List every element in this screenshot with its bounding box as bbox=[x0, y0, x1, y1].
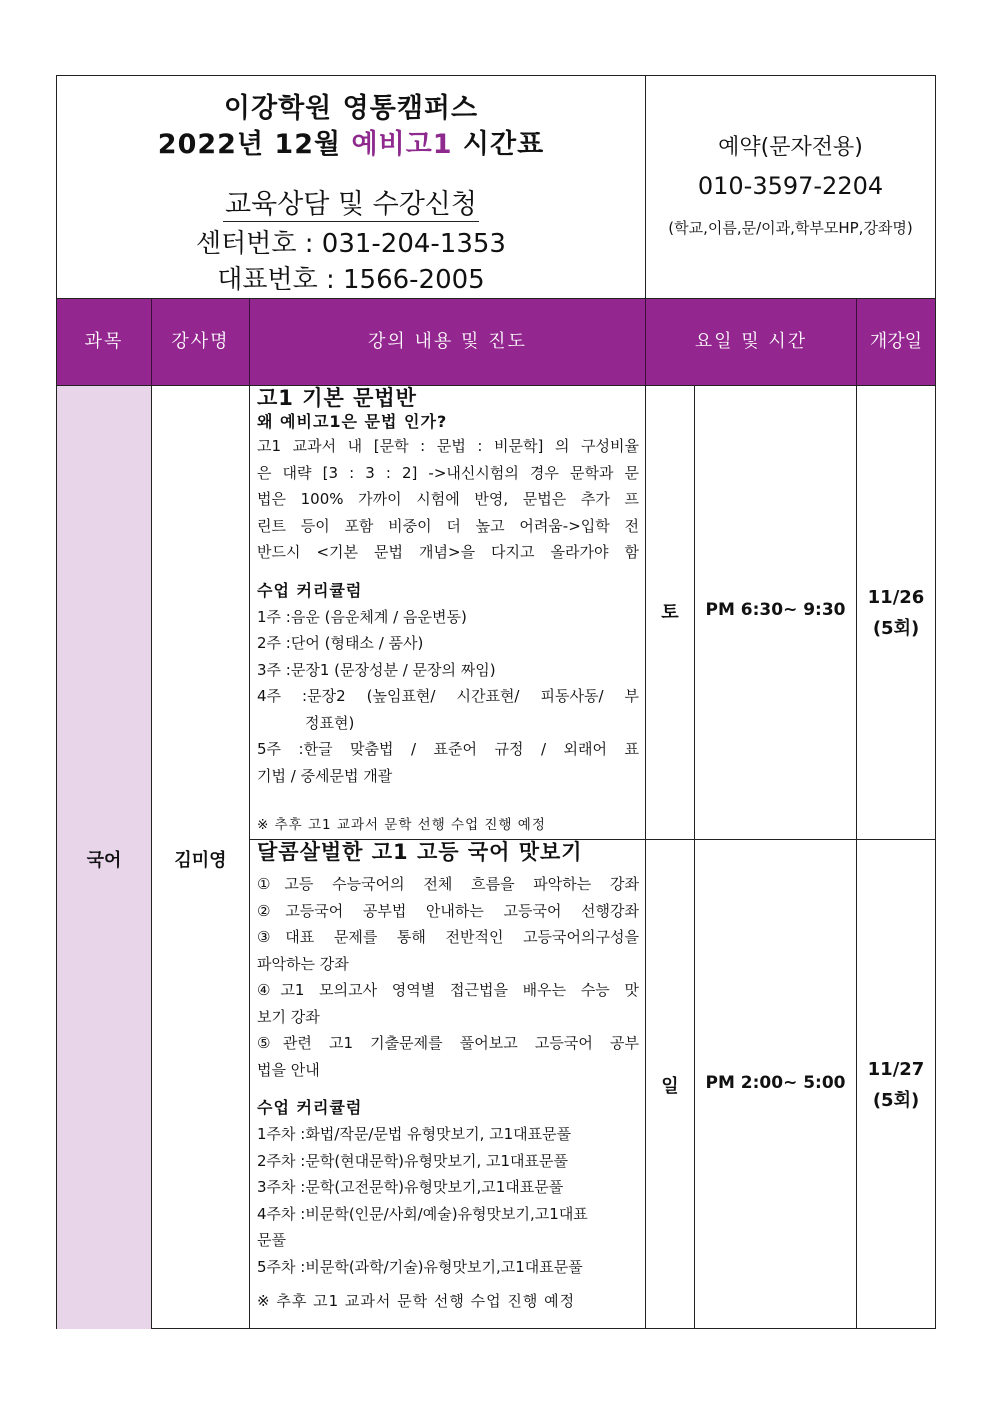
reservation-title: 예약(문자전용) bbox=[718, 135, 863, 160]
desc-line: 반드시 <기본 문법 개념>을 다지고 올라가야 함 bbox=[257, 543, 639, 561]
col-start-date: 개강일 bbox=[869, 331, 923, 352]
title-highlight: 예비고1 bbox=[351, 129, 453, 160]
reservation-block bbox=[646, 76, 935, 298]
curriculum-item: 5주 :한글 맞춤법 / 표준어 규정 / 외래어 표 bbox=[257, 740, 639, 758]
consult-heading bbox=[57, 182, 645, 221]
course-title: 달콤살벌한 고1 고등 국어 맛보기 bbox=[257, 840, 583, 864]
center-number: 센터번호 : 031-204-1353 bbox=[196, 229, 506, 259]
col-content: 강의 내용 및 진도 bbox=[250, 299, 646, 385]
desc-line: 보기 강좌 bbox=[257, 1007, 320, 1026]
course-2-content bbox=[250, 839, 646, 1329]
title-suffix: 시간표 bbox=[452, 129, 545, 160]
course-start-date: 11/26 bbox=[867, 587, 925, 608]
course-title: 고1 기본 문법반 bbox=[257, 386, 417, 410]
subject-cell bbox=[57, 385, 152, 1329]
desc-line: 파악하는 강좌 bbox=[257, 954, 349, 973]
course-2-day-cell bbox=[646, 839, 695, 1329]
course-2-time-cell bbox=[695, 839, 857, 1329]
consult-text: 교육상담 및 수강신청 bbox=[225, 189, 477, 220]
col-schedule: 요일 및 시간 bbox=[646, 299, 857, 385]
representative-number: 대표번호 : 1566-2005 bbox=[217, 265, 485, 295]
course-day: 일 bbox=[661, 1076, 679, 1097]
course-1-start-cell bbox=[857, 385, 935, 839]
teacher-label: 김미영 bbox=[174, 850, 227, 871]
academy-name: 이강학원 영통캠퍼스 bbox=[223, 93, 479, 124]
desc-line: ③대표 문제를 통해 전반적인 고등국어의구성을 bbox=[257, 928, 639, 946]
curriculum-title: 수업 커리큘럼 bbox=[257, 1098, 363, 1117]
course-time: PM 2:00~ 5:00 bbox=[705, 1073, 846, 1093]
desc-line: ⑤관련 고1 기출문제를 풀어보고 고등국어 공부 bbox=[257, 1034, 639, 1052]
course-1-time-cell bbox=[695, 385, 857, 839]
column-header-row bbox=[57, 298, 935, 385]
course-sessions: (5회) bbox=[872, 618, 920, 639]
title-date: 2022년 12월 bbox=[157, 129, 352, 160]
curriculum-item: 2주차 :문학(현대문학)유형맛보기, 고1대표문풀 bbox=[257, 1151, 568, 1170]
course-sessions: (5회) bbox=[872, 1090, 920, 1111]
reservation-note: (학교,이름,문/이과,학부모HP,강좌명) bbox=[668, 219, 913, 237]
timetable-sheet bbox=[56, 75, 936, 1329]
course-subtitle: 왜 예비고1은 문법 인가? bbox=[257, 412, 448, 431]
desc-line: ④고1 모의고사 영역별 접근법을 배우는 수능 맛 bbox=[257, 981, 639, 999]
desc-line: 법을 안내 bbox=[257, 1060, 320, 1079]
curriculum-item: 2주 :단어 (형태소 / 품사) bbox=[257, 634, 424, 652]
col-teacher: 강사명 bbox=[152, 299, 250, 385]
course-1-content bbox=[250, 385, 646, 839]
course-1-day-cell bbox=[646, 385, 695, 839]
curriculum-item: 문풀 bbox=[257, 1231, 286, 1249]
course-start-date: 11/27 bbox=[867, 1059, 925, 1080]
desc-line: ②고등국어 공부법 안내하는 고등국어 선행강좌 bbox=[257, 901, 639, 920]
subject-label: 국어 bbox=[86, 850, 122, 871]
reservation-phone: 010-3597-2204 bbox=[697, 172, 884, 200]
course-note: ※ 추후 고1 교과서 문학 선행 수업 진행 예정 bbox=[257, 817, 546, 833]
desc-line: 법은 100% 가까이 시험에 반영, 문법은 추가 프 bbox=[257, 490, 639, 508]
curriculum-title: 수업 커리큘럼 bbox=[257, 580, 363, 600]
timetable-title bbox=[57, 122, 645, 161]
teacher-cell bbox=[152, 385, 250, 1329]
curriculum-item: 기법 / 중세문법 개괄 bbox=[257, 766, 393, 785]
course-day: 토 bbox=[661, 602, 679, 623]
course-note: ※ 추후 고1 교과서 문학 선행 수업 진행 예정 bbox=[257, 1292, 576, 1310]
curriculum-item: 4주차 :비문학(인문/사회/예술)유형맛보기,고1대표 bbox=[257, 1204, 588, 1223]
desc-line: 고1 교과서 내 [문학 : 문법 : 비문학] 의 구성비율 bbox=[257, 437, 639, 455]
curriculum-item: 1주차 :화법/작문/문법 유형맛보기, 고1대표문풀 bbox=[257, 1125, 572, 1143]
curriculum-item: 5주차 :비문학(과학/기술)유형맛보기,고1대표문풀 bbox=[257, 1257, 583, 1276]
curriculum-item: 1주 :음운 (음운체계 / 음운변동) bbox=[257, 607, 467, 626]
header-title-block bbox=[57, 76, 646, 298]
curriculum-item: 정표현) bbox=[305, 713, 355, 732]
curriculum-item: 3주 :문장1 (문장성분 / 문장의 짜임) bbox=[257, 660, 496, 679]
curriculum-item: 3주차 :문학(고전문학)유형맛보기,고1대표문풀 bbox=[257, 1178, 564, 1196]
desc-line: ①고등 수능국어의 전체 흐름을 파악하는 강좌 bbox=[257, 875, 639, 893]
course-time: PM 6:30~ 9:30 bbox=[705, 600, 846, 620]
desc-line: 은 대략 [3 : 3 : 2] ->내신시험의 경우 문학과 문 bbox=[257, 463, 639, 482]
course-2-start-cell bbox=[857, 839, 935, 1329]
curriculum-item: 4주 :문장2 (높임표현/ 시간표현/ 피동사동/ 부 bbox=[257, 687, 639, 705]
col-subject: 과목 bbox=[57, 299, 152, 385]
desc-line: 린트 등이 포함 비중이 더 높고 어려움->입학 전 bbox=[257, 516, 639, 535]
